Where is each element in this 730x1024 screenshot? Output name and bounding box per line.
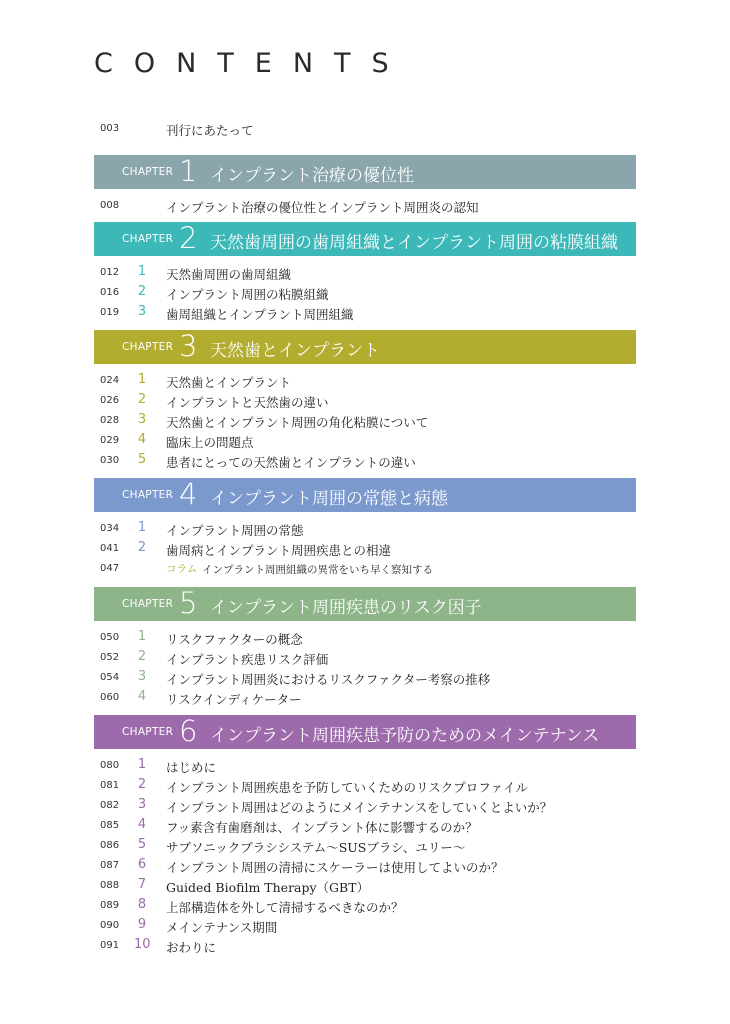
page-number: 088 (100, 880, 120, 891)
entry-text: 天然歯とインプラント周囲の角化粘膜について (166, 415, 429, 430)
page-number: 086 (100, 840, 120, 851)
toc-entry[interactable] (94, 452, 636, 472)
section-number: 3 (137, 797, 147, 812)
entry-text: 上部構造体を外して清掃するべきなのか？ (166, 900, 404, 915)
entry-text: インプラント周囲疾患を予防していくためのリスクプロファイル (166, 780, 529, 795)
page-number: 080 (100, 760, 120, 771)
entry-text: インプラント周囲の常態 (166, 523, 304, 538)
entry-text: 臨床上の問題点 (166, 435, 254, 450)
page-number: 030 (100, 455, 120, 466)
entry-text: インプラント周囲炎におけるリスクファクター考察の推移 (166, 672, 491, 687)
toc-entry[interactable] (94, 392, 636, 412)
section-number: 9 (137, 917, 147, 932)
section-number: 1 (137, 757, 147, 772)
toc-entry[interactable] (94, 412, 636, 432)
chapter-number: 1 (179, 154, 198, 188)
section-number: 3 (137, 669, 147, 684)
entry-text: インプラントと天然歯の違い (166, 395, 329, 410)
page-number: 087 (100, 860, 120, 871)
page-number: 041 (100, 543, 120, 554)
section-number: 7 (137, 877, 147, 892)
toc-entry[interactable] (94, 432, 636, 452)
chapter-4-header[interactable] (94, 478, 636, 512)
chapter-number: 6 (179, 714, 198, 748)
entry-text: Guided Biofilm Therapy（GBT） (166, 880, 370, 895)
section-number: 6 (137, 857, 147, 872)
entry-text: フッ素含有歯磨剤は、インプラント体に影響するのか？ (166, 820, 478, 835)
section-number: 1 (137, 372, 147, 387)
entry-text: サブソニックブラシシステム～SUSブラシ、ユリー～ (166, 840, 466, 855)
chapter-label: CHAPTER (122, 489, 174, 501)
chapter-label: CHAPTER (122, 341, 174, 353)
toc-entry[interactable] (94, 917, 636, 937)
toc-entry[interactable] (94, 837, 636, 857)
toc-column-entry[interactable] (94, 560, 636, 580)
entry-text: インプラント周囲組織の異常をいち早く察知する (202, 564, 433, 576)
chapter-number: 3 (179, 329, 198, 363)
entry-text: インプラント周囲の粘膜組織 (166, 287, 329, 302)
page-number: 008 (100, 200, 120, 211)
entry-text: インプラント治療の優位性とインプラント周囲炎の認知 (166, 200, 479, 215)
toc-entry[interactable] (94, 797, 636, 817)
section-number: 5 (137, 837, 147, 852)
section-number: 1 (137, 264, 147, 279)
toc-entry[interactable] (94, 304, 636, 324)
entry-text: はじめに (166, 760, 217, 775)
toc-entry[interactable] (94, 817, 636, 837)
page-number: 081 (100, 780, 120, 791)
page-number: 047 (100, 563, 120, 574)
entry-text: リスクインディケーター (166, 692, 302, 707)
page-number: 012 (100, 267, 120, 278)
toc-entry[interactable] (94, 937, 636, 957)
entry-text: インプラント周囲はどのようにメインテナンスをしていくとよいか？ (166, 800, 553, 815)
chapter-number: 5 (179, 586, 198, 620)
entry-text: 患者にとっての天然歯とインプラントの違い (166, 455, 416, 470)
section-number: 2 (137, 649, 147, 664)
page-number: 052 (100, 652, 120, 663)
page-number: 016 (100, 287, 120, 298)
section-number: 8 (137, 897, 147, 912)
toc-entry[interactable] (94, 757, 636, 777)
page-number: 029 (100, 435, 120, 446)
entry-text: 天然歯周囲の歯周組織 (166, 267, 292, 282)
toc-entry[interactable] (94, 520, 636, 540)
chapter-title: 天然歯とインプラント (210, 341, 380, 361)
chapter-label: CHAPTER (122, 598, 174, 610)
page-number: 019 (100, 307, 120, 318)
section-number: 4 (137, 689, 147, 704)
entry-text: おわりに (166, 940, 217, 955)
entry-text: メインテナンス期間 (166, 920, 278, 935)
page-number: 024 (100, 375, 120, 386)
entry-text: 歯周病とインプラント周囲疾患との相違 (166, 543, 392, 558)
toc-entry[interactable] (94, 689, 636, 709)
page-number: 085 (100, 820, 120, 831)
section-number: 3 (137, 412, 147, 427)
section-number: 5 (137, 452, 147, 467)
section-number: 10 (134, 937, 151, 952)
entry-text: 刊行にあたって (166, 123, 254, 138)
chapter-title: インプラント周囲の常態と病態 (210, 489, 448, 509)
toc-entry[interactable] (94, 777, 636, 797)
entry-text: リスクファクターの概念 (166, 632, 303, 647)
chapter-number: 2 (179, 221, 198, 255)
page-number: 054 (100, 672, 120, 683)
chapter-label: CHAPTER (122, 726, 174, 738)
toc-entry[interactable] (94, 197, 636, 217)
toc-entry[interactable] (94, 540, 636, 560)
toc-intro-row[interactable] (94, 120, 636, 140)
page-number: 082 (100, 800, 120, 811)
toc-entry[interactable] (94, 372, 636, 392)
toc-entry[interactable] (94, 284, 636, 304)
section-number: 3 (137, 304, 147, 319)
entry-text: 歯周組織とインプラント周囲組織 (166, 307, 354, 322)
page-number: 091 (100, 940, 120, 951)
page-number: 089 (100, 900, 120, 911)
section-number: 2 (137, 284, 147, 299)
page-number: 003 (100, 123, 120, 134)
section-number: 2 (137, 540, 147, 555)
chapter-label: CHAPTER (122, 233, 174, 245)
page-number: 034 (100, 523, 120, 534)
chapter-1-header[interactable] (94, 155, 636, 189)
chapter-6-header[interactable] (94, 715, 636, 749)
chapter-title: インプラント周囲疾患のリスク因子 (210, 598, 482, 618)
toc-entry[interactable] (94, 877, 636, 897)
page-number: 090 (100, 920, 120, 931)
section-number: 2 (137, 777, 147, 792)
toc-entry[interactable] (94, 649, 636, 669)
chapter-title: インプラント周囲疾患予防のためのメインテナンス (210, 726, 600, 746)
entry-text: インプラント周囲の清掃にスケーラーは使用してよいのか？ (166, 860, 504, 875)
section-number: 1 (137, 629, 147, 644)
chapter-3-header[interactable] (94, 330, 636, 364)
chapter-label: CHAPTER (122, 166, 174, 178)
section-number: 4 (137, 817, 147, 832)
section-number: 2 (137, 392, 147, 407)
column-label: コラム (166, 563, 198, 575)
page-title: CONTENTS (94, 48, 410, 79)
chapter-2-header[interactable] (94, 222, 636, 256)
entry-text: インプラント疾患リスク評価 (166, 652, 329, 667)
chapter-title: インプラント治療の優位性 (210, 166, 414, 186)
section-number: 4 (137, 432, 147, 447)
toc-entry[interactable] (94, 857, 636, 877)
chapter-title: 天然歯周囲の歯周組織とインプラント周囲の粘膜組織 (210, 233, 618, 253)
entry-text: 天然歯とインプラント (166, 375, 292, 390)
toc-entry[interactable] (94, 897, 636, 917)
page-number: 026 (100, 395, 120, 406)
chapter-5-header[interactable] (94, 587, 636, 621)
page-number: 050 (100, 632, 120, 643)
toc-entry[interactable] (94, 264, 636, 284)
page-number: 060 (100, 692, 120, 703)
page-number: 028 (100, 415, 120, 426)
chapter-number: 4 (179, 477, 198, 511)
section-number: 1 (137, 520, 147, 535)
toc-entry[interactable] (94, 669, 636, 689)
toc-entry[interactable] (94, 629, 636, 649)
